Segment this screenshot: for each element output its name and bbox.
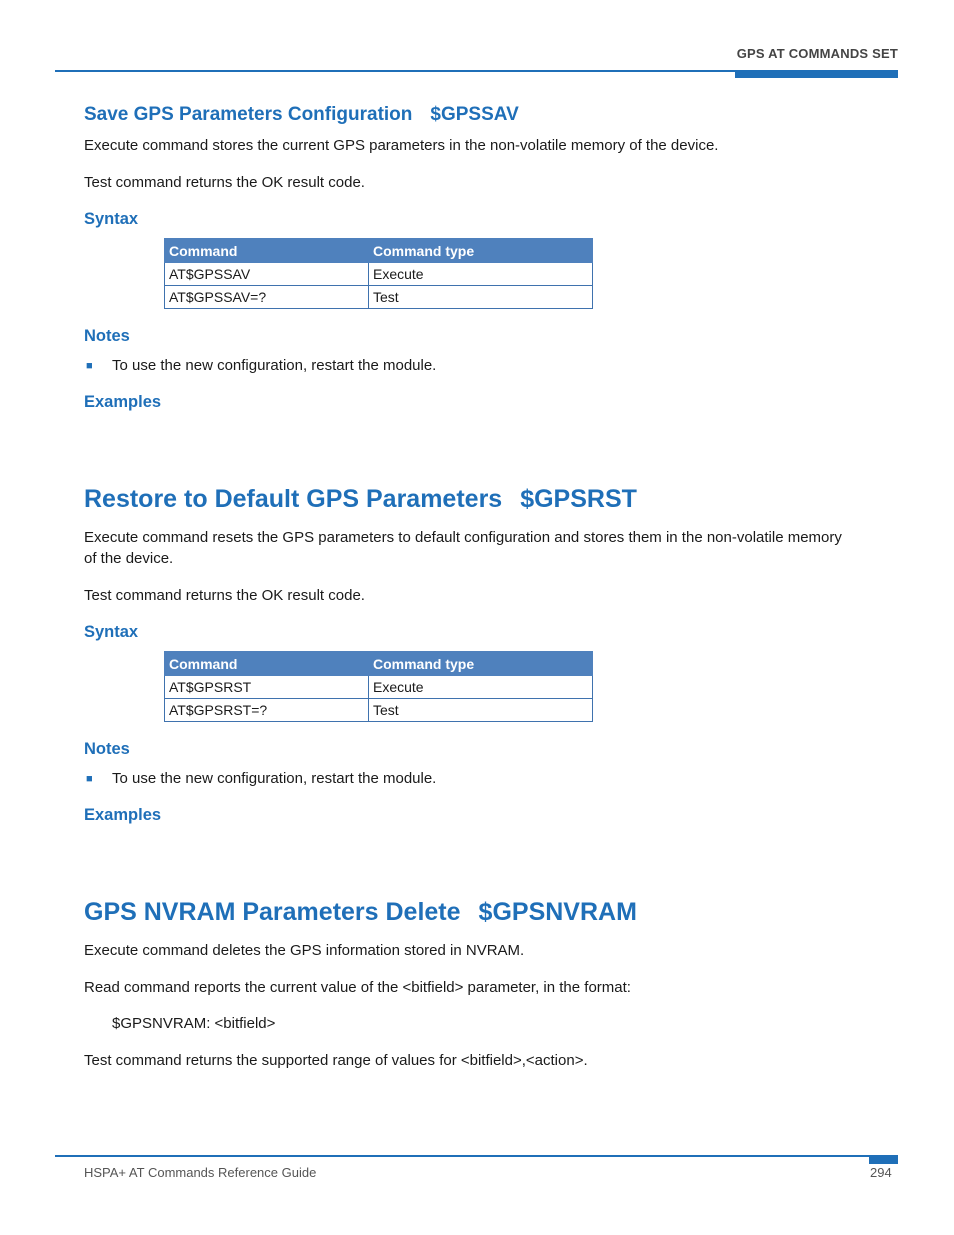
section-title-text: Restore to Default GPS Parameters [84,485,503,513]
table-cell: AT$GPSSAV [165,263,369,286]
syntax-table [164,238,593,309]
table-row [165,286,593,309]
paragraph: of the device. [84,550,174,567]
paragraph: Execute command deletes the GPS information stored in NVRAM. [84,942,525,959]
section-command: $GPSSAV [430,104,519,125]
examples-heading: Examples [84,393,162,411]
table-header-row [165,239,593,263]
note-item: To use the new configuration, restart the module. [112,357,437,374]
paragraph: Test command returns the supported range of values for <bitfield>,<action>. [84,1052,588,1069]
notes-heading: Notes [84,740,130,758]
paragraph: Test command returns the OK result code. [84,174,365,191]
section-title-text: GPS NVRAM Parameters Delete [84,898,461,926]
paragraph: Test command returns the OK result code. [84,587,365,604]
table-cell: AT$GPSSAV=? [165,286,369,309]
running-header: GPS AT COMMANDS SET [736,46,898,61]
square-bullet-icon: ■ [86,360,93,372]
section-title-gpsrst [84,485,637,514]
format-line: $GPSNVRAM: <bitfield> [112,1015,276,1032]
section-title-text: Save GPS Parameters Configuration [84,104,413,125]
footer-rule [55,1155,898,1157]
examples-heading: Examples [84,806,162,824]
syntax-heading: Syntax [84,623,139,641]
column-header: Command [165,652,369,676]
section-command: $GPSNVRAM [478,898,637,926]
table-cell: Test [369,286,593,309]
section-command: $GPSRST [520,485,637,513]
column-header: Command type [369,652,593,676]
notes-heading: Notes [84,327,130,345]
table-row [165,676,593,699]
table-row [165,263,593,286]
square-bullet-icon: ■ [86,773,93,785]
table-cell: AT$GPSRST=? [165,699,369,722]
syntax-heading: Syntax [84,210,139,228]
syntax-table [164,651,593,722]
table-cell: Execute [369,676,593,699]
paragraph: Execute command resets the GPS parameters to default configuration and stores them in the non-volatile memory [84,529,842,546]
table-cell: Execute [369,263,593,286]
table-cell: AT$GPSRST [165,676,369,699]
page-number: 294 [870,1165,892,1180]
section-title-gpssav [84,104,519,126]
paragraph: Execute command stores the current GPS parameters in the non-volatile memory of the device. [84,137,719,154]
column-header: Command type [369,239,593,263]
column-header: Command [165,239,369,263]
table-row [165,699,593,722]
section-title-gpsnvram [84,898,637,927]
note-item: To use the new configuration, restart the module. [112,770,437,787]
table-cell: Test [369,699,593,722]
header-accent-bar [735,70,898,78]
footer-doc-title: HSPA+ AT Commands Reference Guide [84,1165,317,1180]
footer-accent-bar [869,1155,898,1164]
paragraph: Read command reports the current value of the <bitfield> parameter, in the format: [84,979,631,996]
table-header-row [165,652,593,676]
